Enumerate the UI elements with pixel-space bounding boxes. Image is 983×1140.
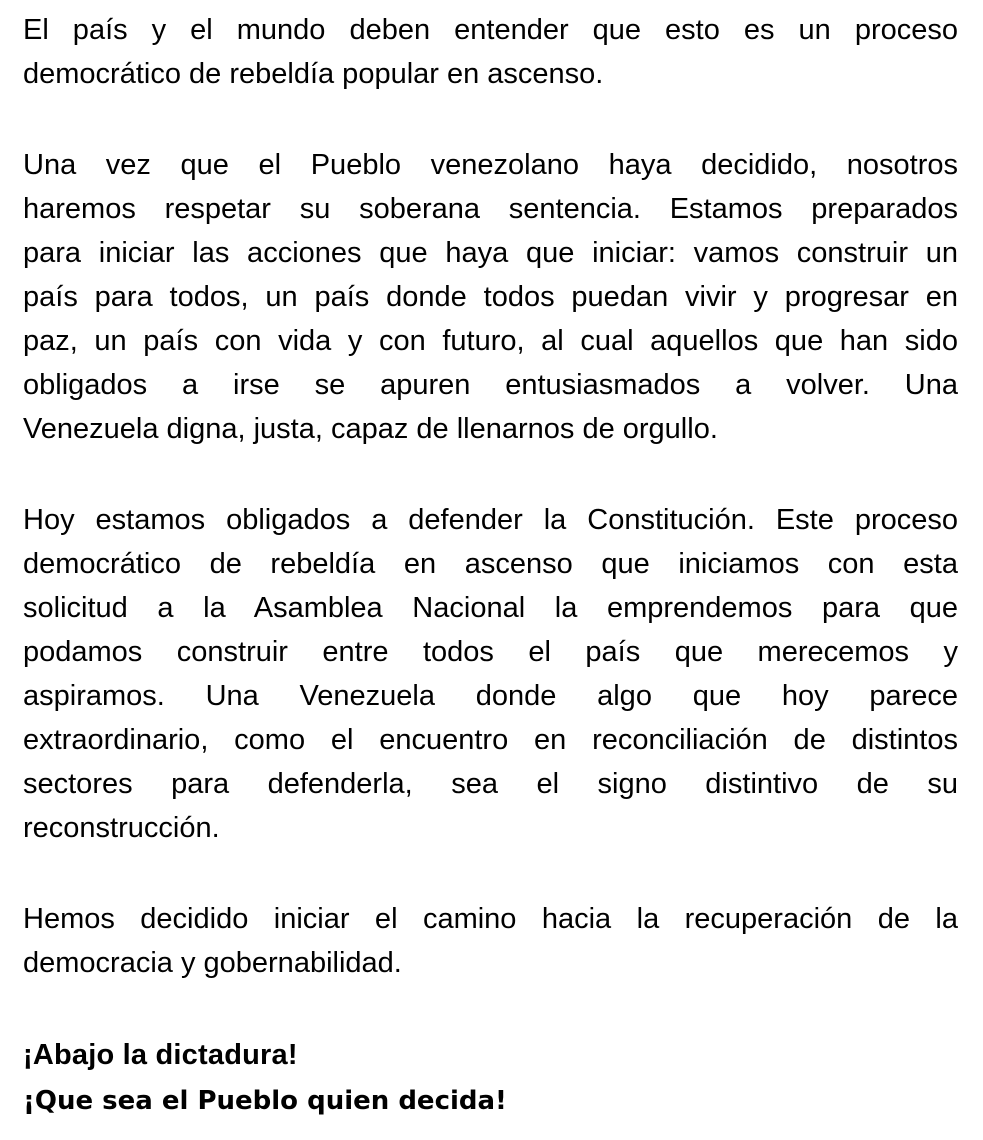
slogans-block [23, 1032, 958, 1124]
text-line: obligados a irse se apuren entusiasmados a volver. Una [23, 369, 958, 401]
text-line: Hemos decidido iniciar el camino hacia la recuperación de la [23, 903, 958, 935]
text-line: solicitud a la Asamblea Nacional la emprendemos para que [23, 592, 958, 624]
text-line: Venezuela digna, justa, capaz de llenarnos de orgullo. [23, 413, 718, 445]
text-line: aspiramos. Una Venezuela donde algo que hoy parece [23, 680, 958, 712]
text-line: reconstrucción. [23, 812, 220, 844]
text-line: extraordinario, como el encuentro en reconciliación de distintos [23, 724, 958, 756]
paragraph-2 [23, 143, 958, 451]
text-line: haremos respetar su soberana sentencia. Estamos preparados [23, 193, 958, 225]
text-line: Una vez que el Pueblo venezolano haya decidido, nosotros [23, 149, 958, 181]
text-line: paz, un país con vida y con futuro, al cual aquellos que han sido [23, 325, 958, 357]
paragraph-1 [23, 8, 958, 96]
text-line: país para todos, un país donde todos puedan vivir y progresar en [23, 281, 958, 313]
text-line: podamos construir entre todos el país que merecemos y [23, 636, 958, 668]
slogan-abajo-la-dictadura: ¡Abajo la dictadura! [23, 1039, 298, 1071]
text-line: El país y el mundo deben entender que esto es un proceso [23, 14, 958, 46]
text-line: Hoy estamos obligados a defender la Constitución. Este proceso [23, 504, 958, 536]
text-line: democracia y gobernabilidad. [23, 947, 402, 979]
paragraph-4 [23, 897, 958, 985]
paragraph-3 [23, 498, 958, 850]
text-line: para iniciar las acciones que haya que iniciar: vamos construir un [23, 237, 958, 269]
text-line: democrático de rebeldía popular en ascenso. [23, 58, 604, 90]
text-line: democrático de rebeldía en ascenso que iniciamos con esta [23, 548, 958, 580]
text-line: sectores para defenderla, sea el signo distintivo de su [23, 768, 958, 800]
slogan-que-sea-el-pueblo: ¡Que sea el Pueblo quien decida! [23, 1086, 507, 1116]
